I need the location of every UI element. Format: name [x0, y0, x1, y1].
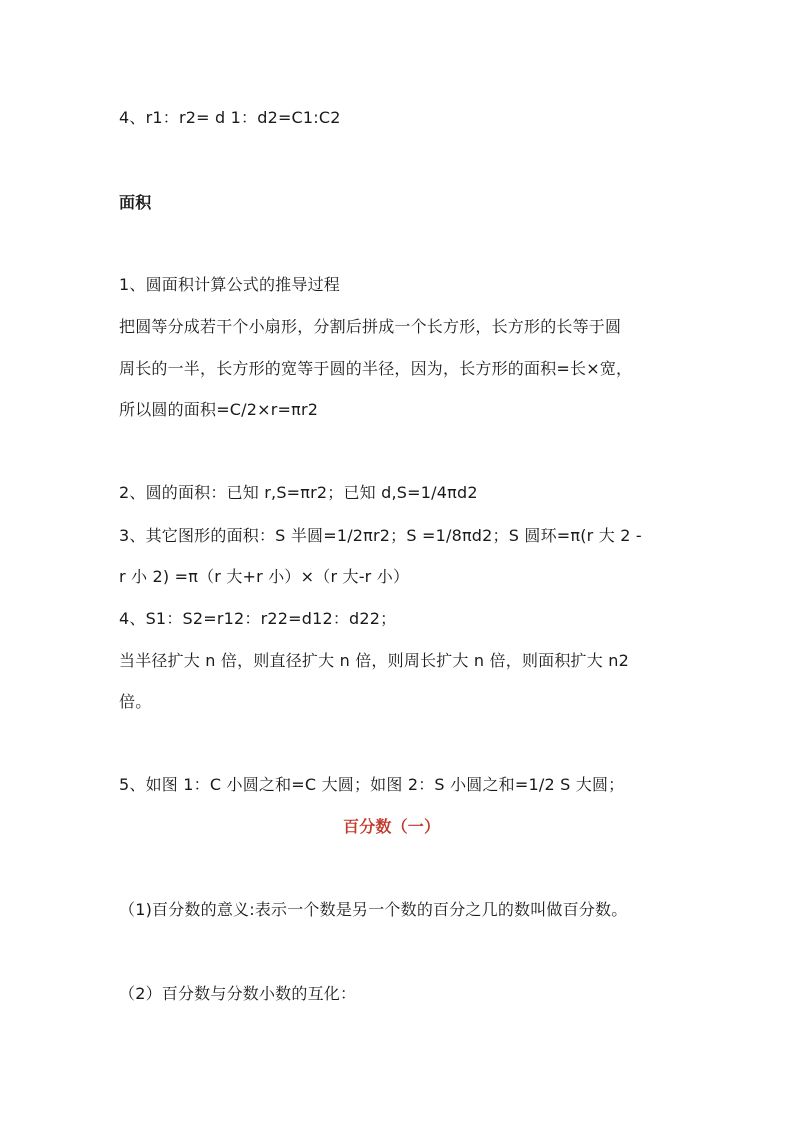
paragraph-line: 把圆等分成若干个小扇形，分割后拼成一个长方形，长方形的长等于圆 [119, 317, 622, 336]
item-5-line: 5、如图 1：C 小圆之和=C 大圆；如图 2：S 小圆之和=1/2 S 大圆； [119, 775, 625, 794]
percent-definition-line: （1)百分数的意义:表示一个数是另一个数的百分之几的数叫做百分数。 [119, 900, 628, 919]
item-2-line: 2、圆的面积：已知 r,S=πr2；已知 d,S=1/4πd2 [119, 483, 478, 502]
paragraph-line: 所以圆的面积=C/2×r=πr2 [119, 400, 319, 419]
item-1-title: 1、圆面积计算公式的推导过程 [119, 275, 340, 294]
item-3-continuation: r 小 2) =π（r 大+r 小）×（r 大-r 小） [119, 567, 410, 586]
paragraph-line: 当半径扩大 n 倍，则直径扩大 n 倍，则周长扩大 n 倍，则面积扩大 n2 [119, 651, 629, 670]
item-4-line: 4、S1：S2=r12：r22=d12：d22； [119, 609, 397, 628]
paragraph-line: 周长的一半，长方形的宽等于圆的半径，因为，长方形的面积=长×宽， [119, 359, 633, 378]
ratio-formula-line: 4、r1：r2= d 1：d2=C1:C2 [119, 108, 341, 127]
item-3-line: 3、其它图形的面积：S 半圆=1/2πr2；S =1/8πd2；S 圆环=π(r 大 2 - [119, 526, 642, 545]
paragraph-line: 倍。 [119, 692, 152, 711]
percent-conversion-line: （2）百分数与分数小数的互化： [119, 984, 357, 1003]
section-heading-percent: 百分数（一） [343, 817, 441, 836]
section-heading-area: 面积 [119, 193, 152, 212]
